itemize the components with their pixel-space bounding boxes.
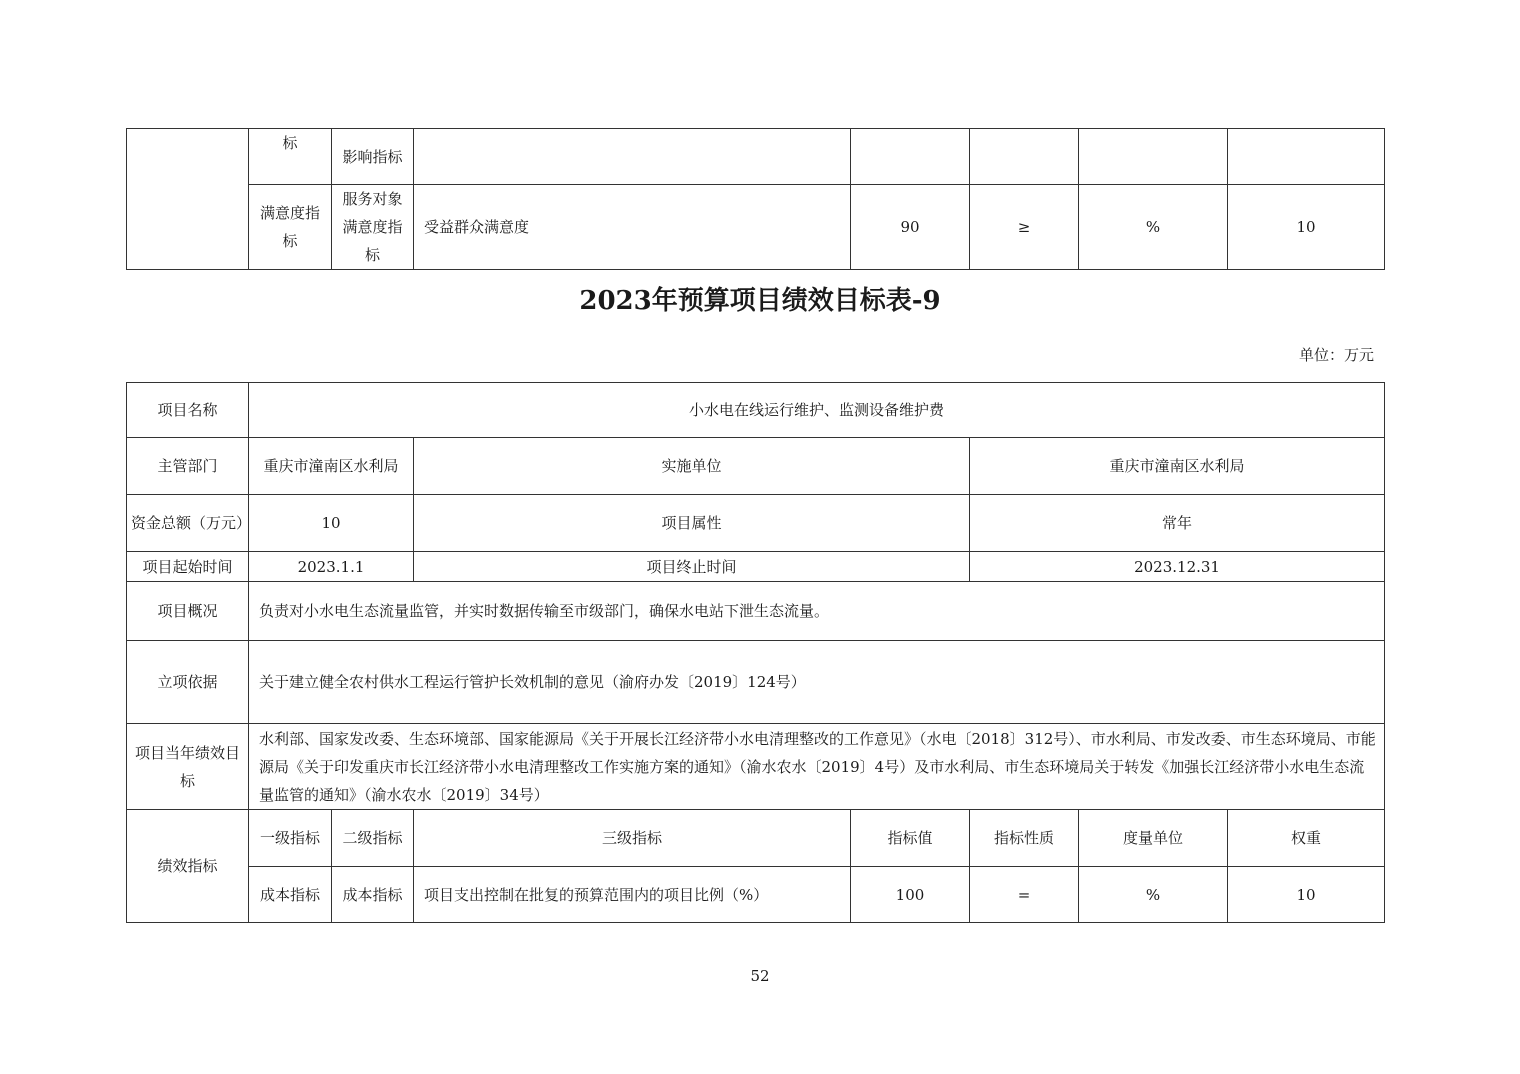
level2-cell: 成本指标 [332, 867, 414, 923]
empty-cell [414, 129, 851, 185]
header-value: 指标值 [851, 810, 970, 867]
page-title: 2023年预算项目绩效目标表-9 [579, 286, 941, 316]
continuation-table [126, 128, 1385, 270]
fund-value: 10 [249, 495, 414, 552]
page-number: 52 [750, 967, 770, 985]
performance-target-table [126, 382, 1385, 923]
table-row [127, 641, 1385, 724]
header-level2: 二级指标 [332, 810, 414, 867]
table-row [127, 810, 1385, 867]
indicator-cell: 项目支出控制在批复的预算范围内的项目比例（%） [414, 867, 851, 923]
impl-label: 实施单位 [414, 438, 970, 495]
project-name-value: 小水电在线运行维护、监测设备维护费 [249, 383, 1385, 438]
unit-note: 单位：万元 [1298, 346, 1374, 364]
basis-value: 关于建立健全农村供水工程运行管护长效机制的意见（渝府办发〔2019〕124号） [249, 641, 1385, 724]
empty-cell [1079, 129, 1228, 185]
goal-label: 项目当年绩效目标 [127, 724, 249, 810]
unit-cell: % [1079, 867, 1228, 923]
level2-cell: 满意度指标 [249, 185, 332, 270]
header-unit: 度量单位 [1079, 810, 1228, 867]
dept-label: 主管部门 [127, 438, 249, 495]
empty-cell [970, 129, 1079, 185]
fund-label: 资金总额（万元） [127, 495, 249, 552]
table-row [127, 129, 1385, 185]
weight-cell: 10 [1228, 867, 1385, 923]
overview-value: 负责对小水电生态流量监管，并实时数据传输至市级部门，确保水电站下泄生态流量。 [249, 582, 1385, 641]
header-level1: 一级指标 [249, 810, 332, 867]
header-weight: 权重 [1228, 810, 1385, 867]
table-row [127, 185, 1385, 270]
empty-cell [851, 129, 970, 185]
nature-cell: = [970, 867, 1079, 923]
end-label: 项目终止时间 [414, 552, 970, 582]
empty-cell [1228, 129, 1385, 185]
start-label: 项目起始时间 [127, 552, 249, 582]
indicator-cell: 受益群众满意度 [414, 185, 851, 270]
table-row [127, 438, 1385, 495]
value-cell: 100 [851, 867, 970, 923]
table-row [127, 495, 1385, 552]
level3-cont-cell: 影响指标 [332, 129, 414, 185]
level2-cont-cell: 标 [249, 129, 332, 185]
table-row [127, 582, 1385, 641]
attr-label: 项目属性 [414, 495, 970, 552]
weight-cell: 10 [1228, 185, 1385, 270]
goal-value: 水利部、国家发改委、生态环境部、国家能源局《关于开展长江经济带小水电清理整改的工作意见》（水电〔2018〕312号）、市水利局、市发改委、市生态环境局、市能源局《关于印发重庆市长江经济带小水电清理整改工作实施方案的通知》（渝水农水〔2019〕4号）及市水利局、市生态环境局关于转发《加强长江经济带小水电生态流量监管的通知》（渝水农水〔2019〕34号） [249, 724, 1385, 810]
header-nature: 指标性质 [970, 810, 1079, 867]
level1-cell: 成本指标 [249, 867, 332, 923]
basis-label: 立项依据 [127, 641, 249, 724]
header-level3: 三级指标 [414, 810, 851, 867]
overview-label: 项目概况 [127, 582, 249, 641]
dept-value: 重庆市潼南区水利局 [249, 438, 414, 495]
start-value: 2023.1.1 [249, 552, 414, 582]
table-row [127, 867, 1385, 923]
end-value: 2023.12.31 [970, 552, 1385, 582]
unit-cell: % [1079, 185, 1228, 270]
value-cell: 90 [851, 185, 970, 270]
empty-cell [127, 129, 249, 270]
impl-value: 重庆市潼南区水利局 [970, 438, 1385, 495]
indicators-label: 绩效指标 [127, 810, 249, 923]
attr-value: 常年 [970, 495, 1385, 552]
project-name-label: 项目名称 [127, 383, 249, 438]
nature-cell: ≥ [970, 185, 1079, 270]
table-row [127, 552, 1385, 582]
table-row [127, 724, 1385, 810]
level3-cell: 服务对象满意度指标 [332, 185, 414, 270]
table-row [127, 383, 1385, 438]
